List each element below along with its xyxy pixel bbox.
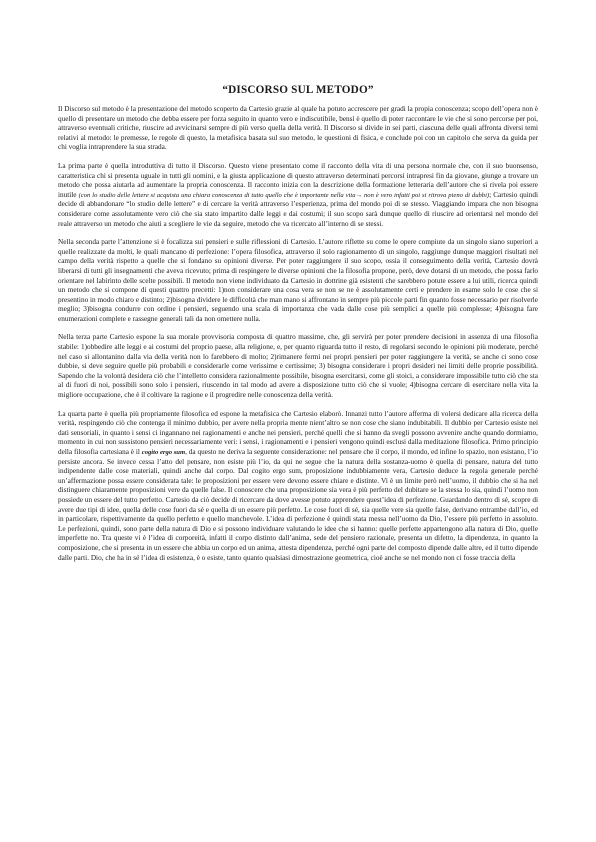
paragraph-text: , da questo ne deriva la seguente considerazione: nel pensare che il corpo, il mondo, ed infine lo spazio, non esistano, l’io persiste ancora. Se invece cessa l’atto del pensare, non esiste più l’io, da qui ne segue che la natura della sostanza-uomo è quella di pensare, natura del tutto indipendente dalle cose materiali, quindi anche dal corpo. Dal cogito ergo sum, proposizione indubbiamente vera, Cartesio deduce la regola generale perché un’affermazione possa essere considerata tale: le proposizioni per essere vere devono essere chiare e distinte. Vi è un limite però nell’uomo, il dubbio che si ha nel distinguere chiaramente proposizioni vere da quelle false. Il conoscere che una proposizione sia vera è più perfetto del dubitare se la stessa lo sia, quindi l’uomo non possiede un essere del tutto perfetto. Cartesio da ciò decide di ricercare da dove avesse potuto apprendere quest’idea di perfezione. Guardando dentro di sé, scopre di avere due tipi di idee, quella delle cose fuori da sé e quella di un essere più perfetto. Le cose fuori di sé, sia quelle vere sia quelle false, derivano entrambe dall’io, ed in particolare, rispettivamente da quello perfetto e quello manchevole. L’idea di perfezione è quindi stata messa nell’uomo da Dio, l’essere più perfetto in assoluto. Le perfezioni, quindi, sono parte della natura di Dio e si possono individuare valutando le idee che si hanno: quelle perfette appartengono alla natura di Dio, quelle imperfette no. Tra queste vi è l’idea di corporeità, infatti il corpo distinto dall’anima, sede del pensiero razionale, presenta un difetto, la dipendenza, in quanto la composizione, che si presenta in un essere che abbia un corpo ed un anima, attesta dipendenza, perché ogni parte del composto dipende dalle altre, ed il tutto dipende dalle parti. Dio, che ha in sé l’idea di esistenza, è o esiste, tanto quanto qualsiasi dimostrazione geometrica, cioè anche se nel mondo non ci fosse traccia della <box>58 448 539 562</box>
italic-note: (con lo studio delle lettere si acquista una chiara conoscenza di tutto quello che è importante nella vita→ non è vero infatti poi si ritrova pieno di dubbi) <box>78 191 490 199</box>
paragraph-text: Nella terza parte Cartesio espone la sua morale provvisoria composta di quattro massime, che, gli servirà per poter prendere decisioni in assenza di una filosofia stabile: 1)obbedire alle leggi e ai costumi del proprio paese, alla religione, e, per quanto riguarda tutto il resto, di regolarsi secondo le opinioni più moderate, perché nel caso si allontanino dalla via della verità non lo farebbero di molto; 2)rimanere fermi nei propri pensieri per poter raggiungere la verità, se anche ci sono cose dubbie, si deve seguire quelle più probabili e considerarle come verissime e certissime; 3) bisogna considerare i propri desideri nei limiti delle proprie possibilità. Sapendo che la volontà desidera ciò che l’intelletto considera razionalmente possibile, bisogna esercitarsi, come gli stoici, a considerare impossibile tutto ciò che sta al di fuori di noi, possibili sono solo i pensieri, riuscendo in tal modo ad avere a disposizione tutto ciò che si vuole; 4)bisogna cercare di esercitare nella vita la migliore occupazione, che è il coltivare la ragione e il progredire nelle conoscenza della verità. <box>58 333 538 400</box>
body-paragraph <box>58 162 538 229</box>
body-paragraph <box>58 238 538 324</box>
emphasis-term-wrapper <box>142 448 185 456</box>
emphasis-term: cogito ergo sum <box>141 449 186 456</box>
paragraph-text: ; Cartesio quindi decide di abbandonare “lo studio delle lettere” e di cercare la verità attraverso l’esperienza, prima del mondo poi di se stesso. Viaggiando impara che non bisogna considerare come assolutamente vero ciò che sia stato impartito dalle leggi e dai costumi; il suo scopo sarà dunque quello di riuscire ad orientarsi nel mondo del reale attraverso un metodo che aiuti a scegliere le vie da seguire, metodo che va ricercato all’interno di se stessi. <box>58 190 538 228</box>
paragraph-text: La prima parte è quella introduttiva di tutto il Discorso. Questo viene presentato come il racconto della vita di una persona normale che, con il suo buonsenso, caratteristica chi si presenta uguale in tutti gli uomini, e la giusta applicazione di questo attraverso determinati percorsi intrapresi fin da giovane, giunge a trovare un metodo che possa aiutarla ad aumentare la propria conoscenza. Il racconto inizia con la descrizione della formazione letteraria dell’autore che si rivela poi essere inutile <box>58 161 538 199</box>
paragraph-text: Il Discorso sul metodo è la presentazione del metodo scoperto da Cartesio grazie al quale ha potuto accrescere per gradi la propia conoscenza; scopo dell’opera non è quello di presentare un metodo che debba essere per forza seguito in quanto vero e indiscutibile, bensì è quello di poter raccontare le vie che si sono percorse per poi, attraverso eventuali critiche, riuscire ad avvicinarsi sempre di più verso quella della verità. Il Discorso si divide in sei parti, ciascuna delle quali affronta diversi temi relativi al metodo: le premesse, le regole di questo, la metafisica basata sul suo metodo, le questioni di fisica, e conclude poi con un capitolo che serva da guida per chi voglia intraprendere la sua strada. <box>58 105 538 152</box>
body-paragraph <box>58 410 538 564</box>
document-page <box>58 84 538 572</box>
document-body <box>58 105 538 563</box>
paragraph-text: Nella seconda parte l’attenzione si è focalizza sui pensieri e sulle riflessioni di Cartesio. L’autore riflette su come le opere compiute da un singolo siano superiori a quelle realizzate da molti, le quali mancano di perfezione: l’opera filosofica, attraverso il solo ragionamento di un singolo, raggiunge dunque maggiori risultati nel campo della verità rispetto a quelle che si fondano su opinioni diverse. Per poter raggiungere il suo scopo, ossia il conseguimento della verità, Cartesio dovrà liberarsi di tutti gli insegnamenti che aveva ricevuto; prima di respingere le diverse opinioni che la filosofia propone, però, deve dotarsi di un metodo, che possa farlo orientare nel labirinto delle scelte possibili. Il metodo non viene individuato da Cartesio in dottrine già esistenti che sarebbero potute essere a lui utili, ricerca quindi un metodo che si compone di questi quattro precetti: 1)non considerare una cosa vera se non se ne è assolutamente certi e prendere in esame solo le cose che si presentino in modo chiaro e distinto; 2)bisogna dividere le difficoltà che man mano si affrontano in sempre più piccole parti fin quanto fosse necessario per risolverle meglio; 3)bisogna condurre con ordine i pensieri, seguendo una scala di importanza che vada dalle cose più semplici a quelle più complesse; 4)bisogna fare enumerazioni complete e rassegne generali tali da non omettere nulla. <box>58 238 538 323</box>
body-paragraph <box>58 333 538 400</box>
body-paragraph <box>58 105 538 153</box>
document-title: “DISCORSO SUL METODO” <box>222 84 374 96</box>
paragraph-text: La quarta parte è quella più propriamente filosofica ed espone la metafisica che Cartesio elaborò. Innanzi tutto l’autore afferma di volersi dedicare alla ricerca della verità, respingendo ciò che contenga il minimo dubbio, per avere nella propria mente nient’altro se non cose che siano indubitabili. Il dubbio per Cartesio esiste nei dati sensoriali, in quanto i sensi ci ingannano nei ragionamenti e anche nei pensieri, perché quelli che si hanno da svegli possono avvenire anche quando dormiamo, momento in cui non sussistono pensieri necessariamente veri: i sensi, i ragionamenti e i pensieri vengono quindi esclusi dalla meditazione filosofica. Primo principio della filosofia cartesiana è il <box>58 409 538 456</box>
